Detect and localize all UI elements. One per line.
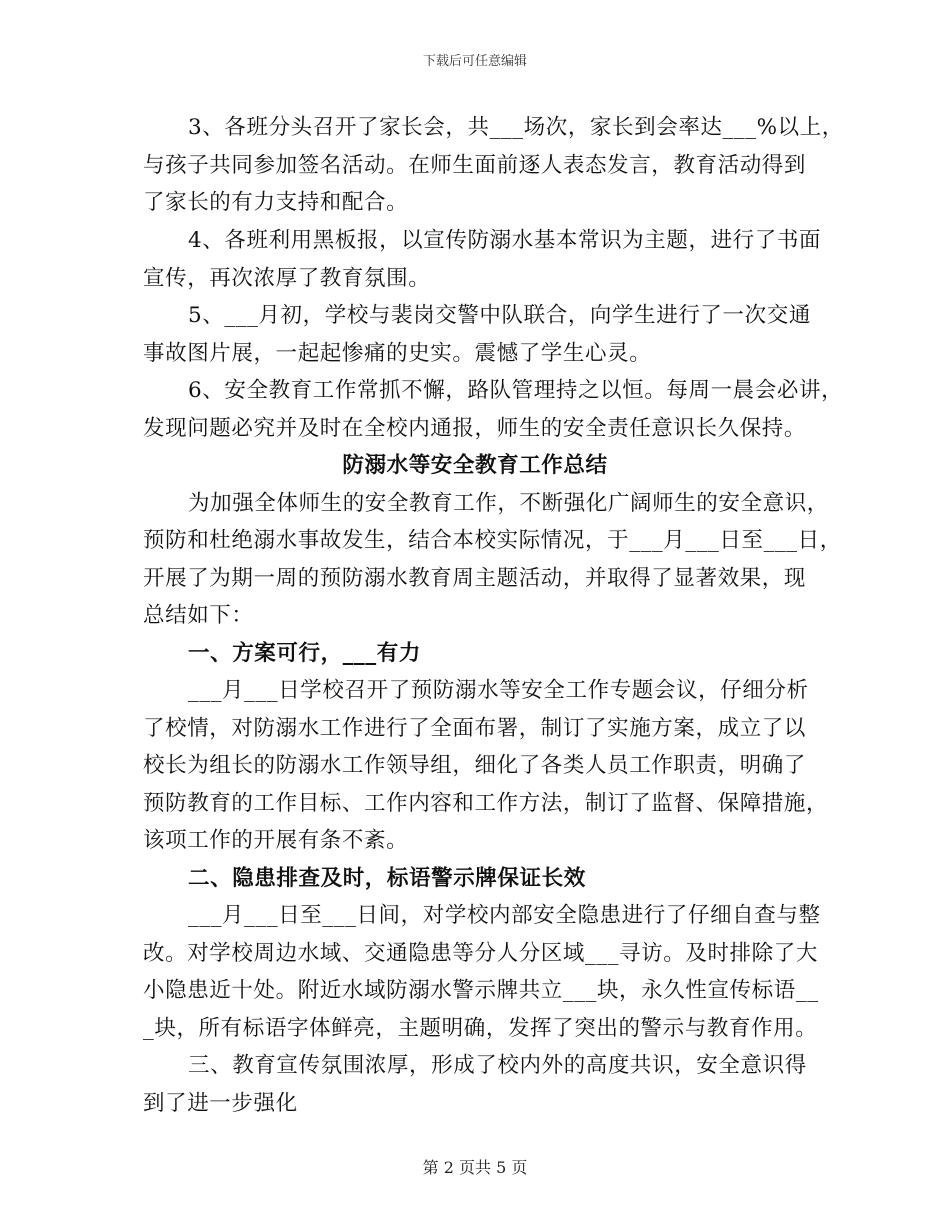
section-heading-1: 一、方案可行，___有力 (188, 641, 421, 666)
paragraph-line: 总结如下： (143, 603, 254, 628)
section-heading-2: 二、隐患排查及时，标语警示牌保证长效 (188, 866, 586, 891)
paragraph-line: ___月___日学校召开了预防溺水等安全工作专题会议，仔细分析 (188, 678, 809, 703)
paragraph-line: 开展了为期一周的预防溺水教育周主题活动，并取得了显著效果，现 (143, 566, 807, 591)
paragraph-line: 三、教育宣传氛围浓厚，形成了校内外的高度共识，安全意识得 (188, 1053, 807, 1078)
page-header: 下载后可任意编辑 (422, 54, 527, 69)
paragraph-line: 预防教育的工作目标、工作内容和工作方法，制订了监督、保障措施， (143, 791, 829, 816)
paragraph-line: 宣传，再次浓厚了教育氛围。 (143, 266, 431, 291)
section-title: 防溺水等安全教育工作总结 (342, 453, 608, 478)
paragraph-line: _块，所有标语字体鲜亮，主题明确，发挥了突出的警示与教育作用。 (143, 1016, 818, 1041)
paragraph-line: 该项工作的开展有条不紊。 (143, 828, 409, 853)
paragraph-line: 为加强全体师生的安全教育工作，不断强化广阔师生的安全意识， (188, 491, 829, 516)
paragraph-line: 与孩子共同参加签名活动。在师生面前逐人表态发言，教育活动得到 (143, 153, 807, 178)
paragraph-line: 了家长的有力支持和配合。 (143, 190, 409, 215)
paragraph-line: 4、各班利用黑板报，以宣传防溺水基本常识为主题，进行了书面 (188, 228, 822, 253)
paragraph-line: 事故图片展，一起起惨痛的史实。震憾了学生心灵。 (143, 341, 652, 366)
paragraph-line: 改。对学校周边水域、交通隐患等分人分区域___寻访。及时排除了大 (143, 941, 818, 966)
paragraph-line: ___月___日至___日间，对学校内部安全隐患进行了仔细自查与整 (188, 903, 821, 928)
page-footer: 第 2 页共 5 页 (422, 1158, 528, 1177)
paragraph-line: 预防和杜绝溺水事故发生，结合本校实际情况，于___月___日至___日， (143, 528, 842, 553)
paragraph-line: 6、安全教育工作常抓不懈，路队管理持之以恒。每周一晨会必讲， (188, 378, 844, 403)
paragraph-line: 3、各班分头召开了家长会，共___场次，家长到会率达___%以上， (188, 115, 844, 140)
paragraph-line: 发现问题必究并及时在全校内通报，师生的安全责任意识长久保持。 (143, 416, 807, 441)
paragraph-line: 5、___月初，学校与裴岗交警中队联合，向学生进行了一次交通 (188, 303, 811, 328)
paragraph-line: 小隐患近十处。附近水域防溺水警示牌共立___块，永久性宣传标语__ (143, 978, 819, 1003)
paragraph-line: 到了进一步强化 (143, 1091, 298, 1116)
paragraph-line: 校长为组长的防溺水工作领导组，细化了各类人员工作职责，明确了 (143, 753, 807, 778)
paragraph-line: 了校情，对防溺水工作进行了全面布署，制订了实施方案，成立了以 (143, 716, 807, 741)
